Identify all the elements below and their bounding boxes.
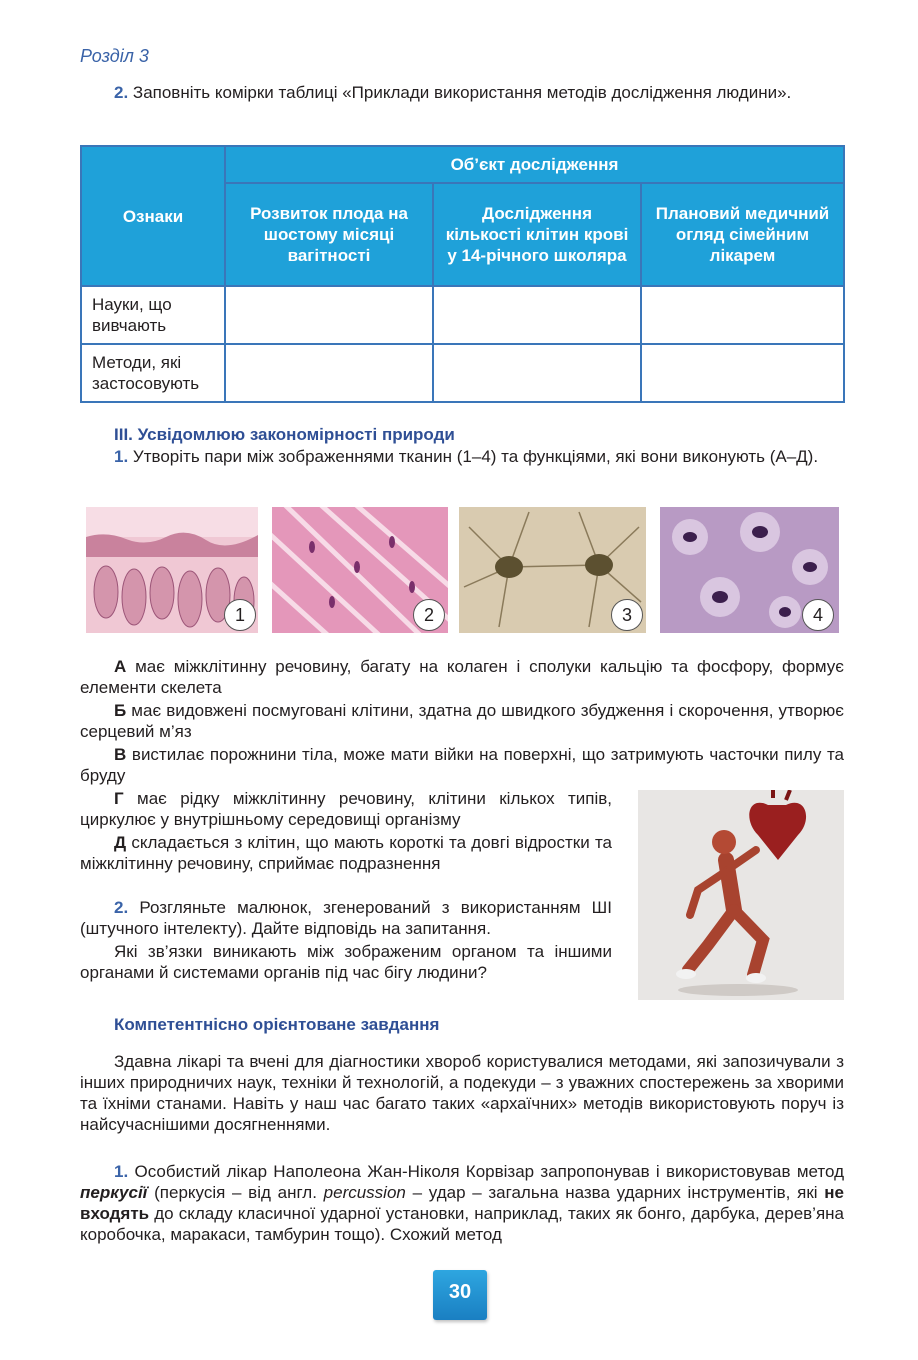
tissue-image-nerve [459,507,646,633]
tissue-image-bone [660,507,839,633]
function-letter: Д [114,833,127,852]
header-object: Об’єкт дослідження [225,146,844,183]
function-text: має міжклітинну речовину, багату на колаген і сполуки кальцію та фосфору, формує елементи скелета [80,657,844,697]
function-letter: В [114,745,127,764]
table-cell[interactable] [641,286,844,344]
task-2-ai-image [80,897,612,939]
task-text: Заповніть комірки таблиці «Приклади використання методів дослідження людини». [132,83,792,102]
table-cell[interactable] [641,344,844,402]
paragraph-text: (перкусія – від англ. [154,1183,317,1202]
task-text: Розгляньте малюнок, згенерований з використанням ШІ (штучного інтелекту). Дайте відповідь на запитання. [80,898,612,938]
function-item [80,700,844,742]
image-number-badge: 2 [413,599,445,631]
task-1-instruction [80,446,844,467]
image-number-badge: 1 [224,599,256,631]
row-label-sciences: Науки, що вивчають [81,286,225,344]
function-item [80,788,612,830]
column-header-fetus: Розвиток плода на шостому місяці вагітності [225,183,433,286]
table-cell[interactable] [433,286,641,344]
header-signs: Ознаки [81,146,225,286]
competence-heading-line [80,1014,844,1035]
function-text: має рідку міжклітинну речовину, клітини кількох типів, циркулює у внутрішньому середовищі організму [80,789,612,829]
function-item [80,656,844,698]
task-number: 2. [114,83,129,102]
section-3-heading-line [80,424,844,445]
row-label-methods: Методи, які застосовують [81,344,225,402]
term-english: percussion [323,1183,406,1202]
table-cell[interactable] [225,344,433,402]
research-methods-table [80,145,845,403]
function-text: складається з клітин, що мають короткі та довгі відростки та міжклітинну речовину, сприймає подразнення [80,833,612,873]
competence-intro [80,1051,844,1135]
column-header-checkup: Плановий медичний огляд сімейним лікарем [641,183,844,286]
section-heading: ІІІ. Усвідомлюю закономірності природи [114,425,455,444]
task-2-instruction [80,82,844,103]
competence-paragraph-1 [80,1161,844,1245]
paragraph-text: – удар – загальна назва ударних інструментів, які [412,1183,818,1202]
task-2-question [80,941,612,983]
image-number-badge: 3 [611,599,643,631]
function-letter: Б [114,701,127,720]
table-cell[interactable] [225,286,433,344]
function-text: має видовжені посмуговані клітини, здатна до швидкого збудження і скорочення, утворює серцевий м’яз [80,701,844,741]
task-number: 1. [114,447,129,466]
task-number: 2. [114,898,129,917]
paragraph-text: до складу класичної ударної установки, наприклад, таких як бонго, дарбука, дерев’яна коробочка, маракаси, тамбурин тощо). Схожий метод [80,1204,845,1244]
paragraph-text: Особистий лікар Наполеона Жан-Ніколя Корвізар запропонував і використовував метод [134,1162,844,1181]
competence-heading: Компетентнісно орієнтоване завдання [114,1015,440,1034]
function-text: вистилає порожнини тіла, може мати війки на поверхні, що затримують часточки пилу та бруду [80,745,844,785]
ai-runner-heart-image [638,790,844,1000]
emphasis-text: не входять [80,1183,844,1223]
task-text: Утворіть пари між зображеннями тканин (1–4) та функціями, які вони виконують (А–Д). [132,447,819,466]
function-letter: А [114,657,127,676]
question-text: Які зв’язки виникають між зображеним органом та іншими органами й системами органів під час бігу людини? [80,942,612,982]
function-item [80,744,844,786]
term-percussion: перкусії [80,1183,148,1202]
function-item [80,832,612,874]
section-label: Розділ 3 [80,46,149,66]
function-letter: Г [114,789,124,808]
column-header-blood: Дослідження кількості клітин крові у 14-річного школяра [433,183,641,286]
table-cell[interactable] [433,344,641,402]
tissue-image-muscle [272,507,448,633]
image-number-badge: 4 [802,599,834,631]
page-number: 30 [433,1270,487,1320]
paragraph-number: 1. [114,1162,129,1181]
tissue-image-epithelium [86,507,258,633]
intro-text: Здавна лікарі та вчені для діагностики хвороб користувалися методами, які запозичували з інших природничих наук, техніки й технологій, а подекуди – з уважних спостережень за хворими та їхніми станами. Навіть у наш час багато таких «архаїчних» методів використовують поруч із найсучаснішими досягненнями. [80,1052,844,1134]
